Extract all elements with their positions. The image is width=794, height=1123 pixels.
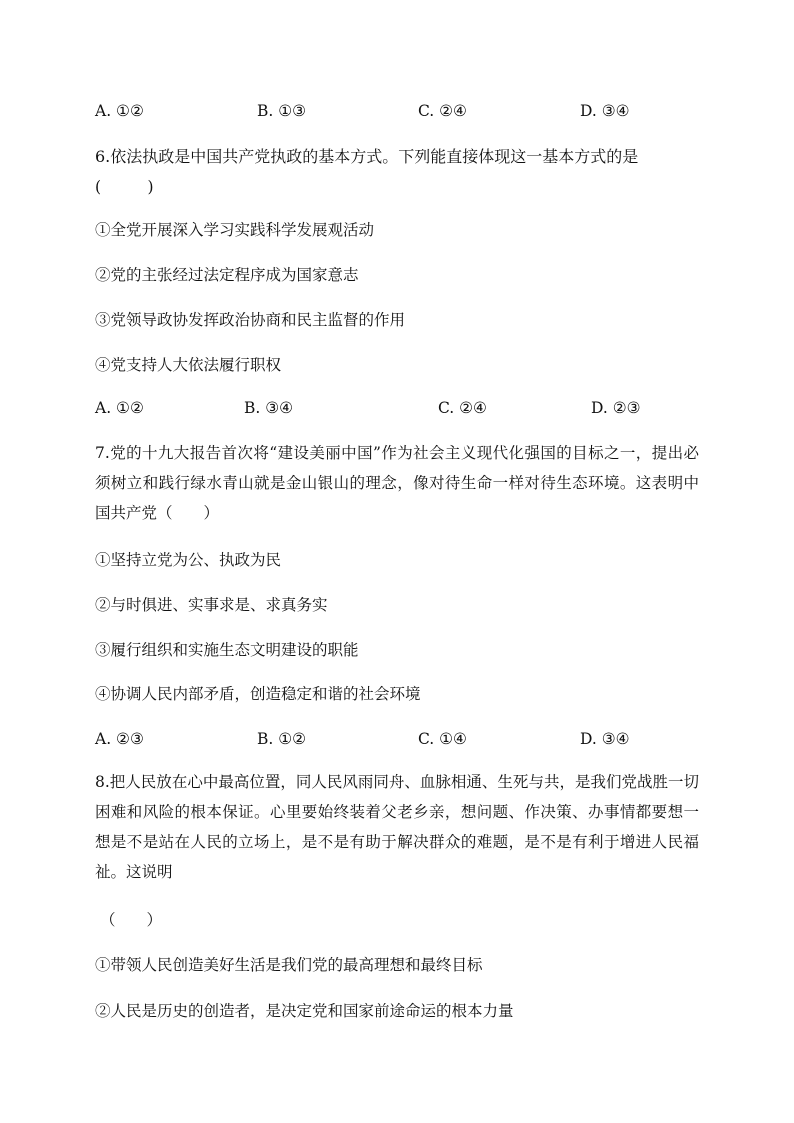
q5-option-d: D. ③④ bbox=[580, 102, 630, 120]
q6-item-4: ④党支持人大依法履行职权 bbox=[95, 356, 282, 374]
q7-option-b: B. ①② bbox=[257, 730, 307, 748]
q7-option-a: A. ②③ bbox=[95, 730, 144, 748]
q6-item-1: ①全党开展深入学习实践科学发展观活动 bbox=[95, 221, 375, 239]
q6-option-d: D. ②③ bbox=[591, 399, 641, 417]
q5-option-a: A. ①② bbox=[95, 102, 144, 120]
q7-item-2: ②与时俱进、实事求是、求真务实 bbox=[95, 596, 328, 614]
q7-item-3: ③履行组织和实施生态文明建设的职能 bbox=[95, 641, 359, 659]
q5-option-b: B. ①③ bbox=[257, 102, 307, 120]
q6-option-c: C. ②④ bbox=[438, 399, 487, 417]
q6-item-3: ③党领导政协发挥政治协商和民主监督的作用 bbox=[95, 311, 406, 329]
q8-item-1: ①带领人民创造美好生活是我们党的最高理想和最终目标 bbox=[95, 956, 483, 974]
q7-item-4: ④协调人民内部矛盾，创造稳定和谐的社会环境 bbox=[95, 685, 421, 703]
q6-stem: 6.依法执政是中国共产党执政的基本方式。下列能直接体现这一基本方式的是 bbox=[95, 147, 639, 166]
q6-option-a: A. ①② bbox=[95, 399, 144, 417]
q6-answer-blank: ( ) bbox=[95, 178, 154, 196]
q8-item-2: ②人民是历史的创造者，是决定党和国家前途命运的根本力量 bbox=[95, 1002, 514, 1020]
q7-option-d: D. ③④ bbox=[580, 730, 630, 748]
q7-item-1: ①坚持立党为公、执政为民 bbox=[95, 551, 282, 569]
q6-item-2: ②党的主张经过法定程序成为国家意志 bbox=[95, 266, 359, 284]
q5-option-c: C. ②④ bbox=[418, 102, 467, 120]
q8-stem: 8.把人民放在心中最高位置，同人民风雨同舟、血脉相通、生死与共，是我们党战胜一切困难和风险的根本保证。心里要始终装着父老乡亲，想问题、作决策、办事情都要想一想是不是站在人民的立场上，是不是有助于解决群众的难题，是不是有利于增进人民福祉。这说明 bbox=[95, 773, 699, 881]
q7-option-c: C. ①④ bbox=[418, 730, 467, 748]
q7-stem: 7.党的十九大报告首次将“建设美丽中国”作为社会主义现代化强国的目标之一，提出必须树立和践行绿水青山就是金山银山的理念，像对待生命一样对待生态环境。这表明中国共产党（ ） bbox=[95, 444, 699, 522]
q6-option-b: B. ③④ bbox=[244, 399, 294, 417]
q8-answer-blank: （ ） bbox=[100, 911, 163, 929]
